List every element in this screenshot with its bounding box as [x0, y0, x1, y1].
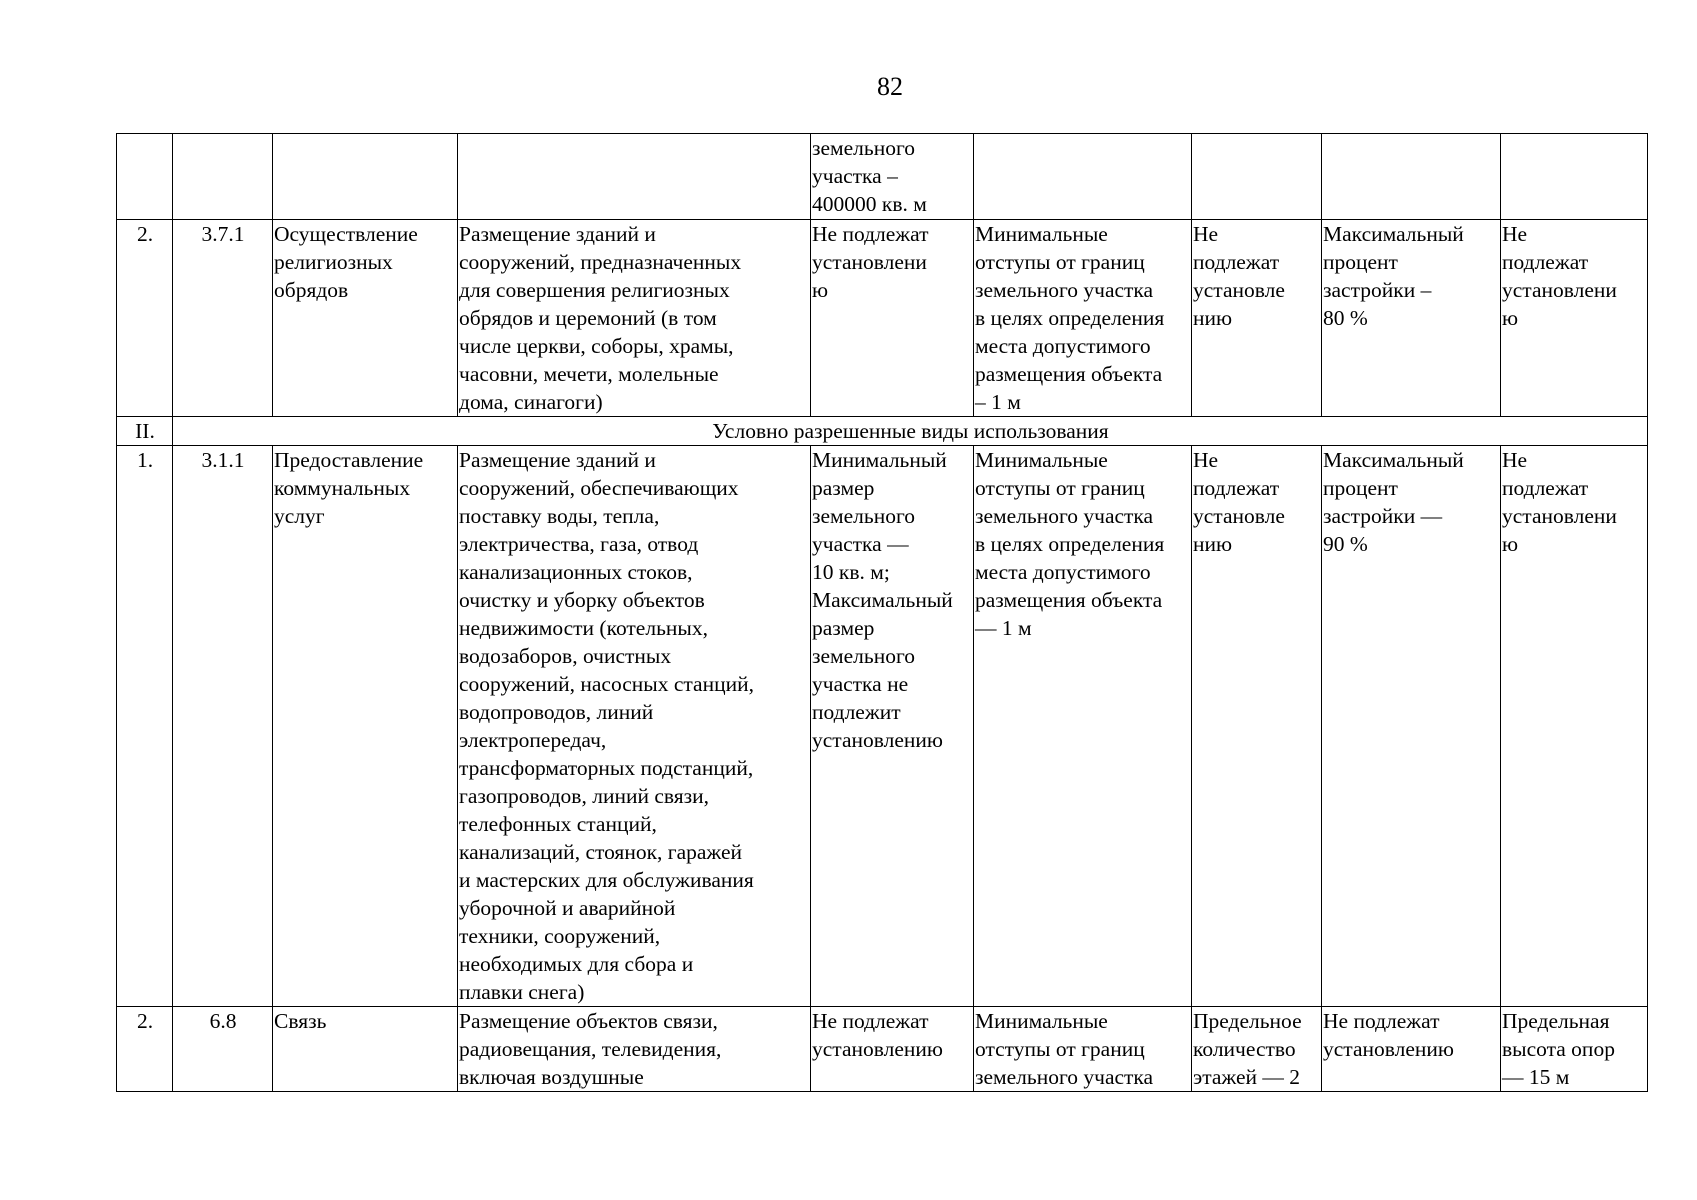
cell-use-name: [273, 134, 458, 220]
section-header-row: [117, 417, 1648, 446]
cell-code: [173, 134, 273, 220]
section-number: II.: [117, 417, 173, 446]
cell-number: 2.: [117, 1007, 173, 1092]
cell-floors: [1192, 134, 1322, 220]
cell-floors: Предельное количество этажей — 2: [1192, 1007, 1322, 1092]
cell-setbacks: Минимальные отступы от границ земельного участка в целях определения места допустимого размещения объекта – 1 м: [974, 220, 1192, 417]
cell-use-name: Осуществление религиозных обрядов: [273, 220, 458, 417]
cell-coverage: [1322, 134, 1501, 220]
table-row: [117, 220, 1648, 417]
cell-other-limits: Не подлежат установлени ю: [1501, 446, 1648, 1007]
cell-number: [117, 134, 173, 220]
cell-code: 3.7.1: [173, 220, 273, 417]
cell-coverage: Не подлежат установлению: [1322, 1007, 1501, 1092]
cell-plot-size: Не подлежат установлени ю: [811, 220, 974, 417]
cell-use-description: Размещение зданий и сооружений, обеспечивающих поставку воды, тепла, электричества, газа, отвод канализационных стоков, очистку и уборку объектов недвижимости (котельных, водозаборов, очистных сооружений, насосных станций, водопроводов, линий электропередач, трансформаторных подстанций, газопроводов, линий связи, телефонных станций, канализаций, стоянок, гаражей и мастерских для обслуживания уборочной и аварийной техники, сооружений, необходимых для сбора и плавки снега): [458, 446, 811, 1007]
cell-floors: Не подлежат установле нию: [1192, 220, 1322, 417]
cell-other-limits: [1501, 134, 1648, 220]
cell-use-description: Размещение объектов связи, радиовещания, телевидения, включая воздушные: [458, 1007, 811, 1092]
table-row: [117, 446, 1648, 1007]
zoning-regulations-table: [116, 133, 1648, 1092]
cell-use-name: Связь: [273, 1007, 458, 1092]
cell-coverage: Максимальный процент застройки – 80 %: [1322, 220, 1501, 417]
cell-number: 1.: [117, 446, 173, 1007]
cell-setbacks: Минимальные отступы от границ земельного участка в целях определения места допустимого размещения объекта — 1 м: [974, 446, 1192, 1007]
cell-other-limits: Не подлежат установлени ю: [1501, 220, 1648, 417]
table-row-continuation: [117, 134, 1648, 220]
cell-other-limits: Предельная высота опор — 15 м: [1501, 1007, 1648, 1092]
cell-setbacks: [974, 134, 1192, 220]
cell-number: 2.: [117, 220, 173, 417]
page-number: 82: [877, 72, 903, 101]
cell-plot-size: земельного участка – 400000 кв. м: [811, 134, 974, 220]
table-row: [117, 1007, 1648, 1092]
cell-setbacks: Минимальные отступы от границ земельного участка: [974, 1007, 1192, 1092]
cell-use-name: Предоставление коммунальных услуг: [273, 446, 458, 1007]
section-title: Условно разрешенные виды использования: [173, 417, 1648, 446]
cell-code: 3.1.1: [173, 446, 273, 1007]
cell-use-description: [458, 134, 811, 220]
cell-use-description: Размещение зданий и сооружений, предназначенных для совершения религиозных обрядов и церемоний (в том числе церкви, соборы, храмы, часовни, мечети, молельные дома, синагоги): [458, 220, 811, 417]
cell-plot-size: Минимальный размер земельного участка — 10 кв. м; Максимальный размер земельного участка не подлежит установлению: [811, 446, 974, 1007]
cell-code: 6.8: [173, 1007, 273, 1092]
cell-plot-size: Не подлежат установлению: [811, 1007, 974, 1092]
cell-coverage: Максимальный процент застройки — 90 %: [1322, 446, 1501, 1007]
cell-floors: Не подлежат установле нию: [1192, 446, 1322, 1007]
